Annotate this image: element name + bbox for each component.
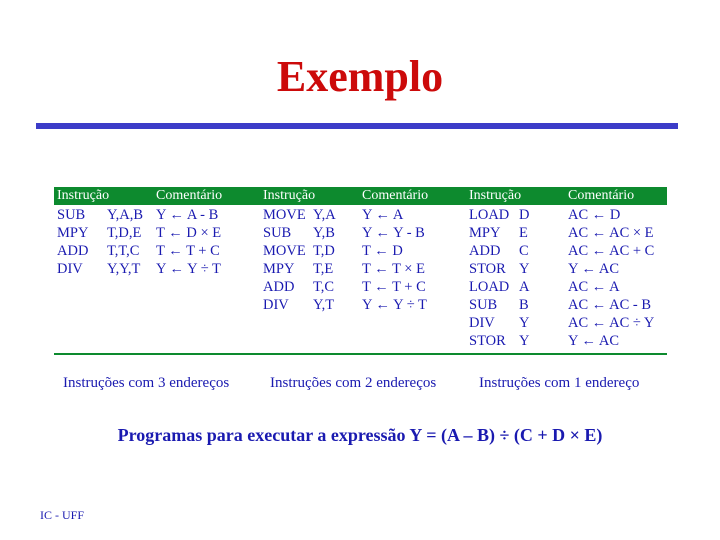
comment-cell: AC ← A <box>568 279 620 295</box>
header-comentario-3: Comentário <box>568 188 635 203</box>
comment-cell: T ← T + C <box>362 279 426 295</box>
table-header <box>54 187 667 205</box>
args-cell: Y <box>519 261 530 277</box>
op-cell: MOVE <box>263 207 306 223</box>
op-cell: LOAD <box>469 279 510 295</box>
args-cell: Y <box>519 315 530 331</box>
header-instrucao-2: Instrução <box>263 188 316 203</box>
args-cell: C <box>519 243 529 259</box>
comment-cell: Y ← Y - B <box>362 225 425 241</box>
comment-cell: Y ← Y ÷ T <box>362 297 427 313</box>
instruction-table <box>54 187 667 355</box>
args-cell: T,D,E <box>107 225 142 241</box>
expression-caption: Programas para executar a expressão Y = (A – B) ÷ (C + D × E) <box>117 425 603 445</box>
header-comentario-1: Comentário <box>156 188 223 203</box>
comment-cell: T ← T × E <box>362 261 425 277</box>
op-cell: ADD <box>469 243 501 259</box>
args-cell: T,T,C <box>107 243 140 259</box>
args-cell: A <box>519 279 530 295</box>
op-cell: DIV <box>57 261 83 277</box>
comment-cell: Y ← A - B <box>156 207 219 223</box>
op-cell: ADD <box>57 243 89 259</box>
title-divider <box>36 123 678 129</box>
op-cell: MOVE <box>263 243 306 259</box>
op-cell: LOAD <box>469 207 510 223</box>
comment-cell: Y ← Y ÷ T <box>156 261 221 277</box>
args-cell: T,D <box>313 243 335 259</box>
op-cell: DIV <box>263 297 289 313</box>
args-cell: Y,A,B <box>107 207 143 223</box>
comment-cell: Y ← A <box>362 207 404 223</box>
header-comentario-2: Comentário <box>362 188 429 203</box>
args-cell: Y,A <box>313 207 336 223</box>
args-cell: Y,B <box>313 225 335 241</box>
op-cell: SUB <box>469 297 498 313</box>
op-cell: MPY <box>469 225 501 241</box>
args-cell: Y,T <box>313 297 335 313</box>
header-instrucao-1: Instrução <box>57 188 110 203</box>
comment-cell: Y ← AC <box>568 261 620 277</box>
comment-cell: T ← D <box>362 243 403 259</box>
args-cell: Y,Y,T <box>107 261 141 277</box>
args-cell: B <box>519 297 529 313</box>
args-cell: D <box>519 207 530 223</box>
op-cell: ADD <box>263 279 295 295</box>
slide-title: Exemplo <box>276 52 444 101</box>
caption-2-addresses: Instruções com 2 endereços <box>270 375 437 391</box>
op-cell: SUB <box>263 225 292 241</box>
comment-cell: Y ← AC <box>568 333 620 349</box>
op-cell: DIV <box>469 315 495 331</box>
args-cell: E <box>519 225 528 241</box>
header-instrucao-3: Instrução <box>469 188 522 203</box>
args-cell: T,C <box>313 279 335 295</box>
caption-3-addresses: Instruções com 3 endereços <box>63 375 230 391</box>
args-cell: T,E <box>313 261 334 277</box>
comment-cell: AC ← AC ÷ Y <box>568 315 655 331</box>
comment-cell: AC ← AC + C <box>568 243 655 259</box>
op-cell: STOR <box>469 333 506 349</box>
op-cell: STOR <box>469 261 506 277</box>
op-cell: SUB <box>57 207 86 223</box>
op-cell: MPY <box>263 261 295 277</box>
comment-cell: AC ← D <box>568 207 621 223</box>
comment-cell: T ← D × E <box>156 225 222 241</box>
comment-cell: T ← T + C <box>156 243 220 259</box>
args-cell: Y <box>519 333 530 349</box>
comment-cell: AC ← AC - B <box>568 297 651 313</box>
footer-label: IC - UFF <box>40 508 85 522</box>
op-cell: MPY <box>57 225 89 241</box>
table-bottom-border <box>54 353 667 355</box>
caption-1-address: Instruções com 1 endereço <box>479 375 640 391</box>
comment-cell: AC ← AC × E <box>568 225 654 241</box>
